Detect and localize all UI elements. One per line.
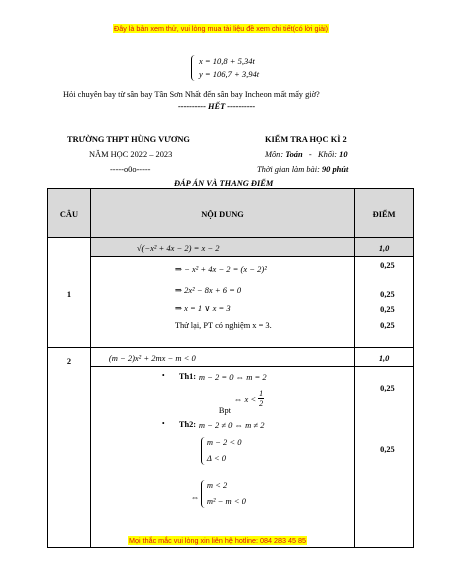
subject-sep: - bbox=[308, 150, 312, 159]
bpt-eq: ⇔ x < bbox=[233, 393, 257, 404]
th1-bullet: • bbox=[161, 371, 165, 380]
th2-label: Th2: bbox=[178, 420, 197, 429]
school-divider: -----o0o----- bbox=[110, 165, 151, 174]
system-eq-line1: x = 10,8 + 5,34t bbox=[199, 56, 255, 66]
bpt-fraction bbox=[258, 389, 264, 408]
col-header-content: NỘI DUNG bbox=[90, 189, 354, 238]
exam-title: KIỂM TRA HỌC KÌ 2 bbox=[265, 135, 347, 144]
q1-score-4: 0,25 bbox=[380, 321, 395, 330]
time-label: Thời gian làm bài: bbox=[257, 165, 320, 174]
system1-line1: m − 2 < 0 bbox=[206, 437, 242, 447]
table-row-q2-header bbox=[48, 348, 414, 367]
q1-step-3: ⇒ x = 1 ∨ x = 3 bbox=[174, 303, 231, 313]
answer-table bbox=[47, 188, 414, 548]
th1-eq: m − 2 = 0 ⇔ m = 2 bbox=[198, 372, 267, 382]
q1-score-1: 0,25 bbox=[380, 261, 395, 270]
q1-score-3: 0,25 bbox=[380, 305, 395, 314]
system1-line2: Δ < 0 bbox=[206, 453, 226, 463]
q1-step-4: Thử lại, PT có nghiệm x = 3. bbox=[174, 321, 272, 330]
bottom-hotline-banner: Mọi thắc mắc vui lòng xin liên hệ hotline: 084 283 45 85 bbox=[129, 536, 307, 545]
th2-score: 0,25 bbox=[380, 445, 395, 454]
system2-line2: m² − m < 0 bbox=[206, 496, 246, 506]
answer-title: ĐÁP ÁN VÀ THANG ĐIỂM bbox=[174, 179, 274, 188]
th1-score: 0,25 bbox=[380, 384, 395, 393]
table-header-row bbox=[48, 189, 414, 238]
system2-line1: m < 2 bbox=[206, 480, 228, 490]
top-preview-banner: Đây là bản xem thử, vui lòng mua tài liệu đề xem chi tiết(có lời giải) bbox=[114, 24, 329, 33]
time-line bbox=[257, 165, 348, 174]
q1-steps-cell bbox=[90, 257, 354, 348]
th2-bullet: • bbox=[161, 419, 165, 428]
th2-eq: m − 2 ≠ 0 ⇔ m ≠ 2 bbox=[198, 420, 265, 430]
question-text: Hỏi chuyên bay từ sân bay Tân Sơn Nhất đến sân bay Incheon mất mấy giờ? bbox=[63, 90, 320, 99]
system2-brace bbox=[201, 480, 206, 508]
system1-brace bbox=[201, 437, 206, 465]
q1-header-score-cell: 1,0 bbox=[355, 238, 414, 257]
bpt-label: Bpt bbox=[218, 406, 231, 415]
q1-scores-cell bbox=[355, 257, 414, 348]
q1-header-eq: √(−x² + 4x − 2) = x − 2 bbox=[136, 243, 220, 253]
q2-header-score-cell: 1,0 bbox=[355, 348, 414, 367]
grade-value: 10 bbox=[339, 150, 348, 159]
table-row-q2-steps bbox=[48, 367, 414, 548]
bpt-result bbox=[234, 389, 264, 408]
table-row-q1-header bbox=[48, 238, 414, 257]
q2-header-eq: (m − 2)x² + 2mx − m < 0 bbox=[108, 353, 196, 363]
q1-score-2: 0,25 bbox=[380, 290, 395, 299]
col-header-question: CÂU bbox=[48, 189, 91, 238]
time-value: 90 phút bbox=[321, 165, 349, 174]
subject-line bbox=[265, 150, 348, 159]
bpt-num: 1 bbox=[259, 389, 264, 398]
school-name: TRƯỜNG THPT HÙNG VƯƠNG bbox=[67, 135, 190, 144]
system-brace bbox=[191, 55, 196, 81]
q1-step-2: ⇒ 2x² − 8x + 6 = 0 bbox=[174, 285, 242, 295]
system-eq-line2: y = 106,7 + 3,94t bbox=[199, 69, 260, 79]
q1-header-eq-cell bbox=[90, 238, 354, 257]
subject-value: Toán bbox=[285, 150, 303, 159]
q2-steps-cell bbox=[90, 367, 354, 548]
q2-number-cell: 2 bbox=[48, 348, 91, 548]
school-year: NĂM HỌC 2022 – 2023 bbox=[89, 150, 173, 159]
subject-label: Môn: bbox=[265, 150, 284, 159]
equiv-symbol: ⇔ bbox=[190, 492, 200, 502]
q1-step-1: ⇒ − x² + 4x − 2 = (x − 2)² bbox=[174, 264, 267, 274]
q2-header-eq-cell bbox=[90, 348, 354, 367]
q1-number-cell: 1 bbox=[48, 238, 91, 348]
grade-label: Khối: bbox=[317, 150, 338, 159]
end-mark: ---------- HẾT ---------- bbox=[178, 102, 256, 111]
q2-scores-cell bbox=[355, 367, 414, 548]
col-header-score: ĐIỂM bbox=[355, 189, 414, 238]
bpt-den: 2 bbox=[259, 399, 264, 408]
th1-label: Th1: bbox=[178, 372, 197, 381]
table-row-q1-steps bbox=[48, 257, 414, 348]
